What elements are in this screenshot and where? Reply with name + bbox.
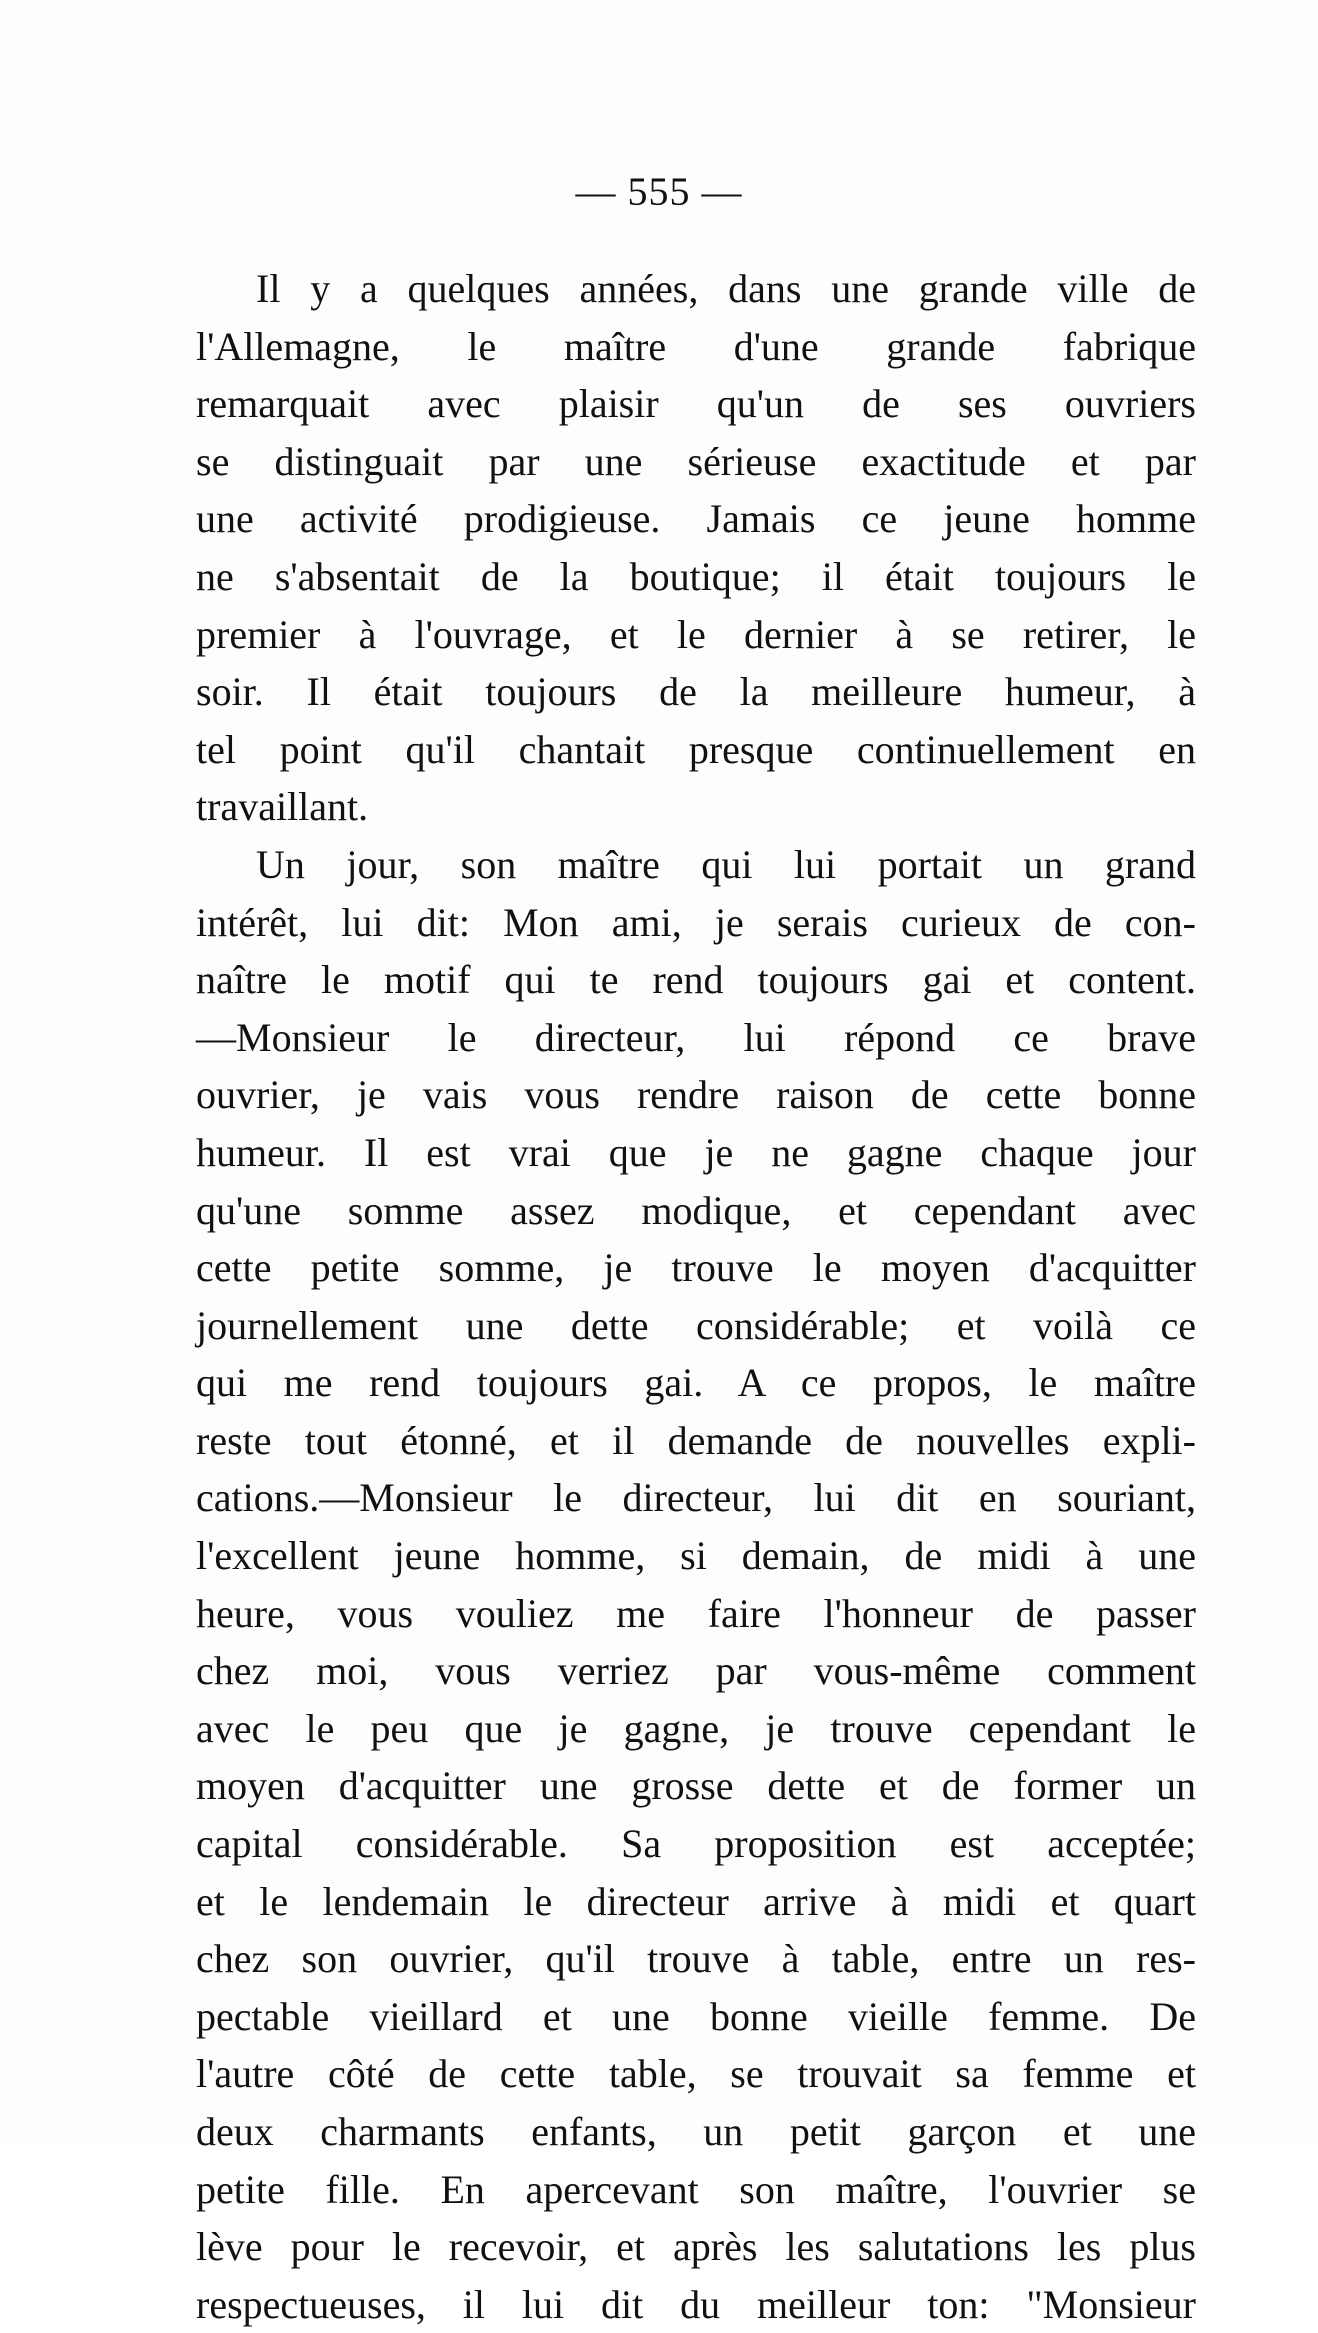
text-line: se distinguait par une sérieuse exactitude et par xyxy=(196,438,1196,484)
text-line: ne s'absentait de la boutique; il était toujours le xyxy=(196,553,1196,599)
text-line: capital considérable. Sa proposition est acceptée; xyxy=(196,1821,1196,1867)
body-text xyxy=(196,260,1196,2333)
text-line: Un jour, son maître qui lui portait un grand xyxy=(256,841,1196,887)
text-line: cations.—Monsieur le directeur, lui dit en souriant, xyxy=(196,1475,1196,1521)
page-number: — 555 — xyxy=(575,169,743,214)
text-line: ouvrier, je vais vous rendre raison de cette bonne xyxy=(196,1072,1196,1118)
text-line: l'autre côté de cette table, se trouvait sa femme et xyxy=(196,2051,1196,2097)
text-line: tel point qu'il chantait presque continuellement en xyxy=(196,726,1196,772)
text-line: journellement une dette considérable; et voilà ce xyxy=(196,1302,1196,1348)
text-line: reste tout étonné, et il demande de nouvelles expli- xyxy=(196,1417,1196,1463)
text-line: qu'une somme assez modique, et cependant avec xyxy=(196,1187,1196,1233)
text-line: pectable vieillard et une bonne vieille femme. De xyxy=(196,1993,1196,2039)
text-line: avec le peu que je gagne, je trouve cependant le xyxy=(196,1705,1196,1751)
text-line: naître le motif qui te rend toujours gai et content. xyxy=(196,957,1196,1003)
text-line: remarquait avec plaisir qu'un de ses ouvriers xyxy=(196,381,1196,427)
text-line: une activité prodigieuse. Jamais ce jeune homme xyxy=(196,496,1196,542)
text-line: humeur. Il est vrai que je ne gagne chaque jour xyxy=(196,1129,1196,1175)
text-line: qui me rend toujours gai. A ce propos, le maître xyxy=(196,1360,1196,1406)
text-line: travaillant. xyxy=(196,784,369,830)
text-line: petite fille. En apercevant son maître, l'ouvrier se xyxy=(196,2166,1196,2212)
text-line: heure, vous vouliez me faire l'honneur de passer xyxy=(196,1590,1196,1636)
text-line: l'excellent jeune homme, si demain, de midi à une xyxy=(196,1533,1196,1579)
text-line: chez son ouvrier, qu'il trouve à table, entre un res- xyxy=(196,1936,1196,1982)
text-line: lève pour le recevoir, et après les salutations les plus xyxy=(196,2224,1196,2270)
text-line: premier à l'ouvrage, et le dernier à se retirer, le xyxy=(196,611,1196,657)
text-line: intérêt, lui dit: Mon ami, je serais curieux de con- xyxy=(196,899,1196,945)
text-line: Il y a quelques années, dans une grande ville de xyxy=(256,266,1196,311)
text-line: —Monsieur le directeur, lui répond ce brave xyxy=(196,1014,1196,1060)
text-line: chez moi, vous verriez par vous-même comment xyxy=(196,1648,1196,1694)
text-line: moyen d'acquitter une grosse dette et de former un xyxy=(196,1763,1196,1809)
text-line: cette petite somme, je trouve le moyen d'acquitter xyxy=(196,1245,1196,1291)
text-line: soir. Il était toujours de la meilleure humeur, à xyxy=(196,669,1196,715)
text-line: deux charmants enfants, un petit garçon et une xyxy=(196,2109,1196,2154)
text-line: et le lendemain le directeur arrive à midi et quart xyxy=(196,1878,1196,1924)
text-line: respectueuses, il lui dit du meilleur ton: "Monsieur xyxy=(196,2281,1196,2327)
text-line: l'Allemagne, le maître d'une grande fabrique xyxy=(196,323,1196,369)
